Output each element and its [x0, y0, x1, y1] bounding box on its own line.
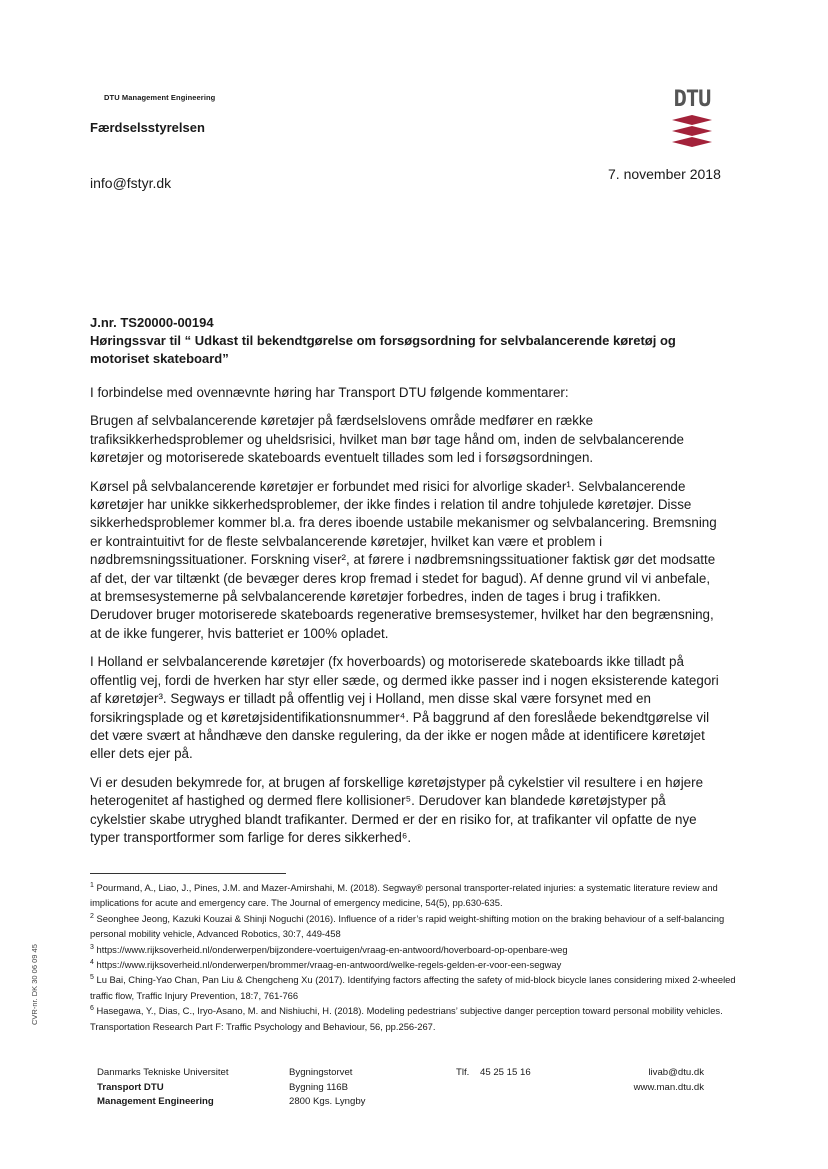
- contact-email-link[interactable]: livab@dtu.dk: [648, 1067, 704, 1078]
- paragraph: I forbindelse med ovennævnte høring har Transport DTU følgende kommentarer:: [90, 385, 569, 400]
- footnote: $^2$ Seonghee Jeong, Kazuki Kouzai & Shinji Noguchi (2016). Influence of a rider’s rapid weight-shifting motion on the braking behaviour of a self-balancing personal mobility vehicle, Advanced Robotics, 30:7, 449-458: [90, 912, 725, 940]
- journal-number: J.nr. TS20000-00194: [90, 315, 214, 330]
- footer-contact: [600, 1066, 704, 1095]
- letter-subject: Høringssvar til “ Udkast til bekendtgørelse om forsøgsordning for selvbalancerende køretøj og motoriset skateboard”: [90, 333, 676, 366]
- letter-date: 7. november 2018: [608, 166, 721, 182]
- recipient-email: info@fstyr.dk: [90, 175, 172, 191]
- cvr-number: CVR-nr. DK 30 06 09 45: [30, 944, 39, 1025]
- paragraph: Brugen af selvbalancerende køretøjer på færdselslovens område medfører en række trafiksikkerhedsproblemer og uheldsrisici, hvilket man bør tage hånd om, inden de selvbalancerende køretøjer og motoriserede skateboards eventuelt tillades som led i forsøgsordningen.: [90, 413, 684, 466]
- footer-address: Bygningstorvet Bygning 116B 2800 Kgs. Lyngby: [289, 1067, 366, 1108]
- paragraph: Vi er desuden bekymrede for, at brugen af forskellige køretøjstyper på cykelstier vil resultere i en højere heterogenitet af hastighed og dermed flere kollisioner⁵. Derudover kan blandede køretøjstyper på cykelstier skabe utryghed blandt trafikanter. Dermed er der en risiko for, at trafikanter vil opfatte de nye typer transportformer som farlige for deres sikkerhed⁶.: [90, 774, 704, 845]
- paragraph: Kørsel på selvbalancerende køretøjer er forbundet med risici for alvorlige skader¹. Selvbalancerende køretøjer har unikke sikkerhedsproblemer, der ikke findes i relation til andre tohjulede køretøjer. Disse sikkerhedsproblemer kommer bl.a. fra deres iboende ustabile mekanismer og selvbalancering. Bremsning er kontraintuitivt for de fleste selvbalancerende køretøjer, hvilket kan være et problem i nødbremsningssituationer. Forskning viser², at førere i nødbremsningssituationer faktisk gør det modsatte af det, der var tiltænkt (de bevæger deres krop fremad i stedet for bagud). Af denne grund vil vi anbefale, at bremsesystemerne på selvbalancerende køretøjer forbedres, inden de tages i brug i trafikken. Derudover bruger motoriserede skateboards regenerative bremsesystemer, hvilket har den begrænsning, at de ikke fungerer, hvis batteriet er 100% opladet.: [90, 478, 717, 641]
- website-link[interactable]: www.man.dtu.dk: [633, 1081, 704, 1093]
- recipient: Færdselsstyrelsen: [90, 120, 205, 135]
- logo-text: DTU: [673, 87, 711, 112]
- footnote: $^1$ Pourmand, A., Liao, J., Pines, J.M. and Mazer-Amirshahi, M. (2018). Segway® personal transporter-related injuries: a systematic literature review and implications for acute and emergency care. The Journal of emergency medicine, 54(5), pp.630-635.: [90, 881, 718, 909]
- dtu-logo: [668, 88, 716, 152]
- letter-body: [90, 384, 722, 857]
- paragraph: I Holland er selvbalancerende køretøjer (fx hoverboards) og motoriserede skateboards ikke tilladt på offentlig vej, fordi de hverken har styr eller sæde, og dermed ikke passer ind i nogen eksisterende kategori af køretøjer³. Segways er tilladt på offentlig vej i Holland, men disse skal være forsynet med en forsikringsplade og et køretøjsidentifikationsnummer⁴. På baggrund af den foreslåede bekendtgørelse vil det være svært at håndhæve den danske regulering, da der ikke er nogen måde at identificere køretøjet eller dets ejer på.: [90, 654, 719, 762]
- footer-organization: Danmarks Tekniske Universitet Transport DTU Management Engineering: [97, 1067, 229, 1108]
- footer-phone: Tlf. 45 25 15 16: [456, 1067, 531, 1078]
- footnote-divider: [90, 873, 286, 874]
- footnote: $^6$ Hasegawa, Y., Dias, C., Iryo-Asano, M. and Nishiuchi, H. (2018). Modeling pedestrians’ subjective danger perception toward personal mobility vehicles. Transportation Research Part F: Traffic Psychology and Behaviour, 56, pp.256-267.: [90, 1005, 723, 1032]
- footnote: $^5$ Lu Bai, Ching-Yao Chan, Pan Liu & Chengcheng Xu (2017). Identifying factors affecting the safety of mid-block bicycle lanes considering mixed 2-wheeled traffic flow, Traffic Injury Prevention, 18:7, 761-766: [90, 974, 736, 1001]
- logo-emblem-icon: [668, 88, 716, 152]
- footnote: $^4$ https://www.rijksoverheid.nl/onderwerpen/brommer/vraag-en-antwoord/welke-regels-gelden-er-voor-een-segway: [90, 958, 562, 971]
- footnote: $^3$ https://www.rijksoverheid.nl/onderwerpen/bijzondere-voertuigen/vraag-en-antwoord/hoverboard-op-openbare-weg: [90, 943, 568, 955]
- footnotes: [90, 880, 740, 1034]
- department-name: DTU Management Engineering: [104, 93, 216, 102]
